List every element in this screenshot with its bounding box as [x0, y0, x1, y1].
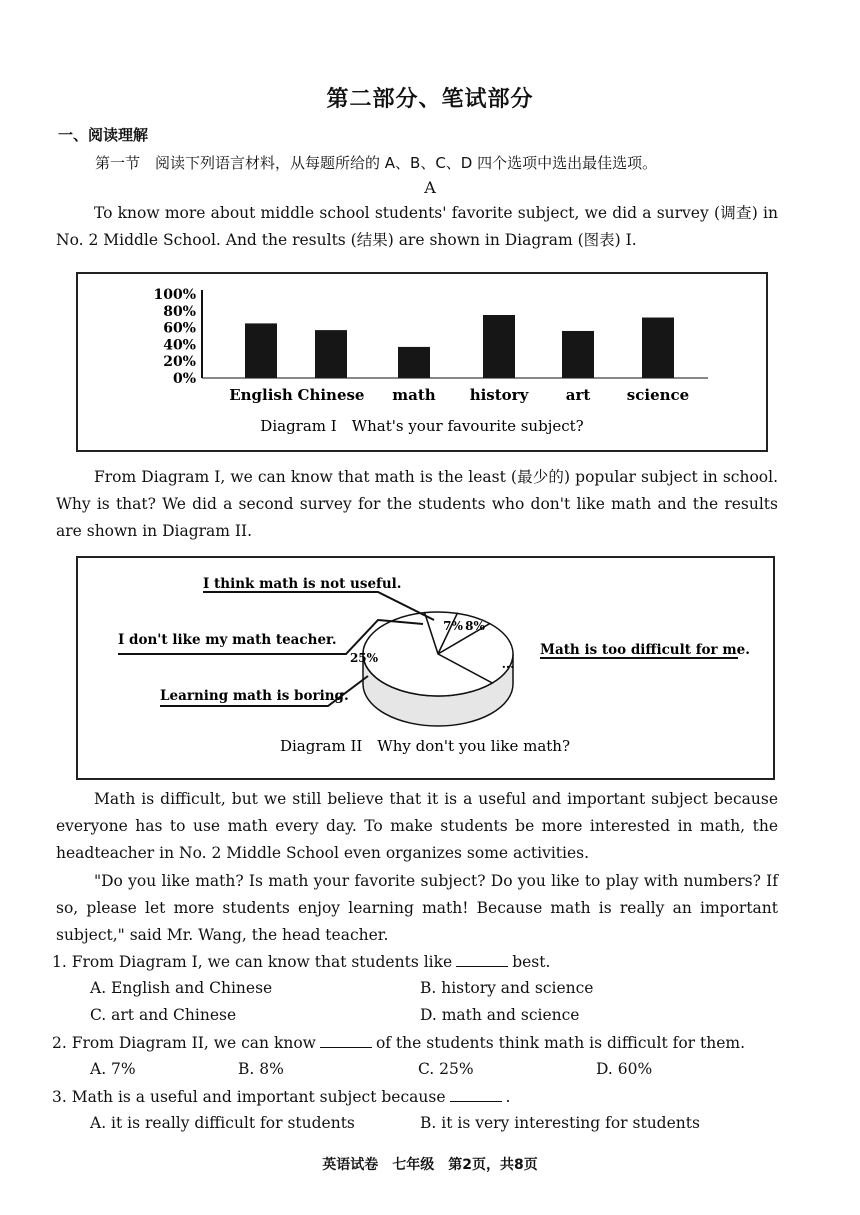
slice-callout-label: I think math is not useful. [203, 576, 402, 592]
slice-callout-label: Learning math is boring. [160, 688, 349, 704]
q2-option-d[interactable]: D. 60% [596, 1060, 653, 1078]
q2-option-c[interactable]: C. 25% [418, 1060, 474, 1078]
paragraph-2: From Diagram I, we can know that math is the least (最少的) popular subject in school. Why is that? We did a second survey for the students who don't like math and the results are shown in Diagram II. [56, 468, 778, 540]
passage-label: A [424, 178, 436, 197]
answer-blank[interactable] [320, 1033, 372, 1048]
chart-title: Diagram II Why don't you like math? [279, 737, 571, 755]
q2-option-b[interactable]: B. 8% [238, 1060, 284, 1078]
q1-option-d[interactable]: D. math and science [420, 1006, 580, 1024]
slice-pct-label: ... [501, 657, 515, 671]
question-3: 3. Math is a useful and important subject because . [52, 1088, 511, 1106]
y-tick-label: 20% [163, 354, 196, 371]
pie-chart [78, 558, 773, 778]
x-tick-label: Chinese [297, 386, 365, 404]
chart-title: Diagram I What's your favourite subject? [260, 417, 584, 435]
answer-blank[interactable] [456, 952, 508, 967]
paragraph-3: Math is difficult, but we still believe that it is a useful and important subject because everyone has to use math every day. To make students be more interested in math, the headteacher in No. 2 Middle School even organizes some activities. [56, 790, 778, 862]
slice-callout-label: Math is too difficult for me. [540, 642, 750, 658]
x-tick-label: art [565, 386, 591, 404]
x-tick-label: science [626, 386, 690, 404]
diagram-1-box [76, 272, 768, 452]
slice-pct-label: 8% [465, 619, 485, 633]
q2-option-a[interactable]: A. 7% [90, 1060, 136, 1078]
y-tick-label: 40% [163, 337, 196, 354]
x-tick-label: English [229, 386, 293, 404]
callout-leader-line [203, 592, 434, 620]
answer-blank[interactable] [450, 1087, 502, 1102]
q1-option-b[interactable]: B. history and science [420, 979, 594, 997]
page-footer: 英语试卷 七年级 第2页，共8页 [322, 1157, 538, 1173]
y-tick-label: 80% [163, 303, 196, 320]
paragraph-1: To know more about middle school students' favorite subject, we did a survey (调查) in No. 2 Middle School. And the results (结果) are shown in Diagram (图表) I. [56, 204, 778, 249]
bar-science [642, 318, 674, 378]
q3-option-b[interactable]: B. it is very interesting for students [420, 1114, 700, 1132]
slice-pct-label: 7% [443, 619, 463, 633]
diagram-2-box [76, 556, 775, 780]
bar-history [483, 315, 515, 378]
y-tick-label: 100% [153, 287, 196, 303]
slice-callout-label: I don't like my math teacher. [118, 632, 337, 648]
q1-option-c[interactable]: C. art and Chinese [90, 1006, 237, 1024]
q1-option-a[interactable]: A. English and Chinese [90, 979, 273, 997]
question-1: 1. From Diagram I, we can know that students like best. [52, 953, 551, 971]
instruction-text: 第一节 阅读下列语言材料，从每题所给的 A、B、C、D 四个选项中选出最佳选项。 [95, 154, 658, 172]
y-tick-label: 60% [163, 320, 196, 337]
bar-chinese [315, 330, 347, 378]
bar-math [398, 347, 430, 378]
section-heading: 一、阅读理解 [58, 126, 149, 144]
x-tick-label: history [469, 386, 529, 404]
page-title: 第二部分、笔试部分 [326, 87, 534, 112]
slice-pct-label: 25% [349, 651, 379, 665]
bar-art [562, 331, 594, 378]
bar-chart [78, 274, 766, 450]
q3-option-a[interactable]: A. it is really difficult for students [90, 1114, 355, 1132]
x-tick-label: math [392, 386, 436, 404]
paragraph-4: "Do you like math? Is math your favorite subject? Do you like to play with numbers? If so, please let more students enjoy learning math! Because math is really an important subject," said Mr. Wang, the head teacher. [56, 872, 778, 944]
bar-english [245, 323, 277, 378]
question-2: 2. From Diagram II, we can know of the students think math is difficult for them. [52, 1034, 746, 1052]
y-tick-label: 0% [172, 371, 196, 387]
